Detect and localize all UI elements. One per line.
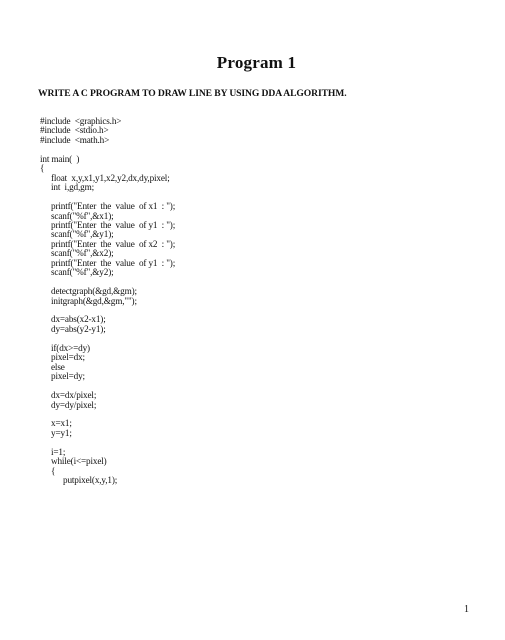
code-line: printf("Enter the value of x2 : "); <box>51 238 176 249</box>
code-line: pixel=dy; <box>51 371 85 382</box>
code-line: dx=abs(x2-x1); <box>51 314 106 325</box>
code-line: #include <math.h> <box>40 134 110 145</box>
code-line: else <box>51 361 65 372</box>
program-title: Program 1 <box>216 53 297 72</box>
code-line: putpixel(x,y,1); <box>63 475 118 486</box>
code-line: while(i<=pixel) <box>51 456 107 467</box>
code-line: y=y1; <box>51 427 72 438</box>
code-line: printf("Enter the value of y1 : "); <box>51 219 176 230</box>
code-line: scanf("%f",&y2); <box>51 267 114 278</box>
code-line: scanf("%f",&y1); <box>51 229 114 240</box>
code-line: #include <stdio.h> <box>40 125 109 136</box>
code-line: float x,y,x1,y1,x2,y2,dx,dy,pixel; <box>51 172 170 183</box>
program-heading: WRITE A C PROGRAM TO DRAW LINE BY USING DDA ALGORITHM. <box>38 88 347 99</box>
code-line: { <box>51 465 56 476</box>
code-line: if(dx>=dy) <box>51 342 90 353</box>
code-line: dy=dy/pixel; <box>51 399 97 410</box>
code-line: printf("Enter the value of y1 : "); <box>51 257 176 268</box>
code-line: printf("Enter the value of x1 : "); <box>51 201 176 212</box>
page-number: 1 <box>464 604 469 615</box>
code-line: scanf("%f",&x1); <box>51 210 114 221</box>
code-line: dy=abs(y2-y1); <box>51 323 106 334</box>
code-line: #include <graphics.h> <box>40 116 122 126</box>
code-line: scanf("%f",&x2); <box>51 248 114 259</box>
code-line: detectgraph(&gd,&gm); <box>51 286 137 297</box>
code-line: initgraph(&gd,&gm,""); <box>51 295 137 306</box>
code-line: i=1; <box>51 446 66 457</box>
code-line: int i,gd,gm; <box>51 182 94 193</box>
code-line: pixel=dx; <box>51 352 85 363</box>
code-line: int main( ) <box>40 153 80 164</box>
code-line: x=x1; <box>51 418 72 429</box>
code-line: dx=dx/pixel; <box>51 390 97 401</box>
code-line: { <box>40 163 45 174</box>
